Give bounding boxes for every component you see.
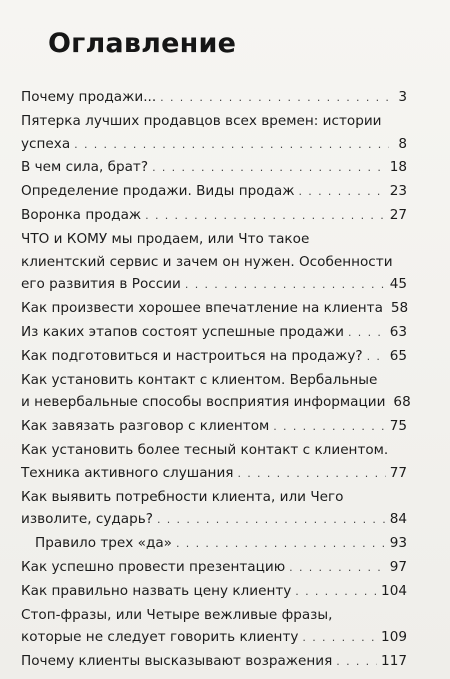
toc-entry bbox=[21, 321, 407, 345]
toc-entry bbox=[21, 345, 407, 369]
toc-entry-title: Из каких этапов состоят успешные продажи bbox=[21, 323, 344, 340]
toc-entry-row bbox=[21, 180, 407, 204]
toc-entry-row bbox=[21, 415, 407, 439]
toc-entry-row bbox=[21, 626, 407, 650]
dot-leader bbox=[336, 651, 377, 674]
toc-entry bbox=[21, 532, 407, 556]
toc-page-number: 23 bbox=[389, 183, 407, 200]
toc-page-number: 45 bbox=[389, 276, 407, 293]
toc-entry-row bbox=[21, 462, 407, 486]
dot-leader bbox=[145, 205, 386, 228]
toc-entry-title: Воронка продаж bbox=[21, 206, 142, 223]
toc-entry-title-line: Как установить контакт с клиентом. Вербальные bbox=[21, 371, 378, 388]
toc-entry-title: которые не следует говорить клиенту bbox=[21, 629, 299, 646]
toc-entry-title: Почему клиенты высказывают возражения bbox=[21, 653, 333, 670]
toc-entry bbox=[21, 580, 407, 604]
toc-entry-title-line: Стоп-фразы, или Четыре вежливые фразы, bbox=[21, 606, 333, 623]
toc-entry-row bbox=[21, 508, 407, 532]
toc-entry-title: изволите, сударь? bbox=[21, 511, 153, 528]
toc-page-number: 68 bbox=[393, 394, 411, 411]
toc-entry-title-line: ЧТО и КОМУ мы продаем, или Что такое bbox=[21, 230, 310, 247]
toc-entry bbox=[21, 439, 407, 486]
toc-entry-title: Правило трех «да» bbox=[35, 535, 172, 552]
toc-page-number: 77 bbox=[389, 464, 407, 481]
toc-page-number: 3 bbox=[398, 89, 407, 105]
toc-entry-title: Как завязать разговор с клиентом bbox=[21, 418, 270, 435]
table-of-contents bbox=[21, 86, 411, 674]
toc-entry-row bbox=[21, 391, 411, 415]
dot-leader bbox=[299, 181, 386, 204]
toc-entry-row bbox=[21, 321, 407, 345]
dot-leader bbox=[237, 463, 385, 486]
toc-entry bbox=[21, 486, 407, 533]
toc-page-number: 63 bbox=[389, 323, 407, 340]
toc-entry-row bbox=[21, 156, 407, 180]
toc-entry-row bbox=[21, 86, 407, 110]
toc-entry-title-line: Пятерка лучших продавцов всех времен: истории bbox=[21, 112, 382, 129]
dot-leader bbox=[273, 416, 385, 439]
toc-entry bbox=[21, 297, 407, 321]
toc-entry bbox=[21, 110, 407, 157]
dot-leader bbox=[302, 627, 377, 650]
toc-page-number: 27 bbox=[389, 206, 407, 223]
toc-entry bbox=[21, 228, 407, 297]
toc-entry-title-line: Как установить более тесный контакт с клиентом. bbox=[21, 441, 389, 458]
toc-page-number: 104 bbox=[381, 582, 407, 599]
dot-leader bbox=[289, 557, 386, 580]
toc-heading: Оглавление bbox=[48, 28, 237, 59]
toc-entry-title-line: Как выявить потребности клиента, или Чего bbox=[21, 488, 344, 505]
dot-leader bbox=[367, 346, 386, 369]
toc-entry-title: Как успешно провести презентацию bbox=[21, 558, 286, 575]
dot-leader bbox=[152, 157, 386, 180]
toc-page-number: 97 bbox=[389, 558, 407, 575]
toc-page-number: 109 bbox=[381, 629, 407, 646]
toc-entry bbox=[21, 556, 407, 580]
toc-page-number: 18 bbox=[389, 159, 407, 176]
toc-entry-title: Как произвести хорошее впечатление на клиента bbox=[21, 300, 383, 317]
toc-entry-title: В чем сила, брат? bbox=[21, 159, 149, 176]
toc-page-number: 8 bbox=[398, 135, 407, 152]
dot-leader bbox=[74, 134, 389, 157]
toc-page-number: 93 bbox=[389, 535, 407, 552]
toc-entry bbox=[21, 604, 407, 651]
toc-entry bbox=[21, 86, 407, 110]
dot-leader bbox=[157, 509, 386, 532]
dot-leader bbox=[160, 87, 389, 110]
toc-entry-row bbox=[21, 273, 407, 297]
dot-leader bbox=[348, 322, 386, 345]
toc-entry-title: успеха bbox=[21, 135, 71, 152]
toc-entry-row bbox=[21, 556, 407, 580]
toc-entry-title: Техника активного слушания bbox=[21, 464, 234, 481]
toc-entry bbox=[21, 650, 407, 674]
toc-entry-row bbox=[21, 204, 407, 228]
dot-leader bbox=[185, 274, 386, 297]
toc-entry-title-line: клиентский сервис и зачем он нужен. Особенности bbox=[21, 253, 393, 270]
toc-entry-row bbox=[21, 580, 407, 604]
toc-entry-row bbox=[21, 345, 407, 369]
toc-entry-title: Определение продажи. Виды продаж bbox=[21, 183, 295, 200]
toc-entry-row bbox=[21, 297, 407, 321]
toc-entry-row bbox=[21, 650, 407, 674]
toc-entry-row bbox=[21, 133, 407, 157]
toc-entry bbox=[21, 180, 407, 204]
dot-leader bbox=[295, 581, 377, 604]
toc-page-number: 117 bbox=[381, 653, 407, 670]
toc-page-number: 75 bbox=[389, 418, 407, 435]
toc-entry-title: и невербальные способы восприятия информации bbox=[21, 394, 386, 411]
toc-entry bbox=[21, 415, 407, 439]
toc-entry-row bbox=[21, 532, 407, 556]
toc-entry bbox=[21, 204, 407, 228]
toc-entry-title: Как подготовиться и настроиться на продажу? bbox=[21, 347, 363, 364]
toc-page-number: 58 bbox=[390, 300, 409, 317]
toc-entry bbox=[21, 369, 411, 416]
toc-entry bbox=[21, 156, 407, 180]
dot-leader bbox=[176, 533, 386, 556]
toc-page-number: 84 bbox=[389, 511, 407, 528]
toc-entry-title: Почему продажи... bbox=[21, 89, 157, 105]
toc-entry-title: Как правильно назвать цену клиенту bbox=[21, 582, 292, 599]
toc-page-number: 65 bbox=[389, 347, 407, 364]
toc-entry-title: его развития в России bbox=[21, 276, 181, 293]
